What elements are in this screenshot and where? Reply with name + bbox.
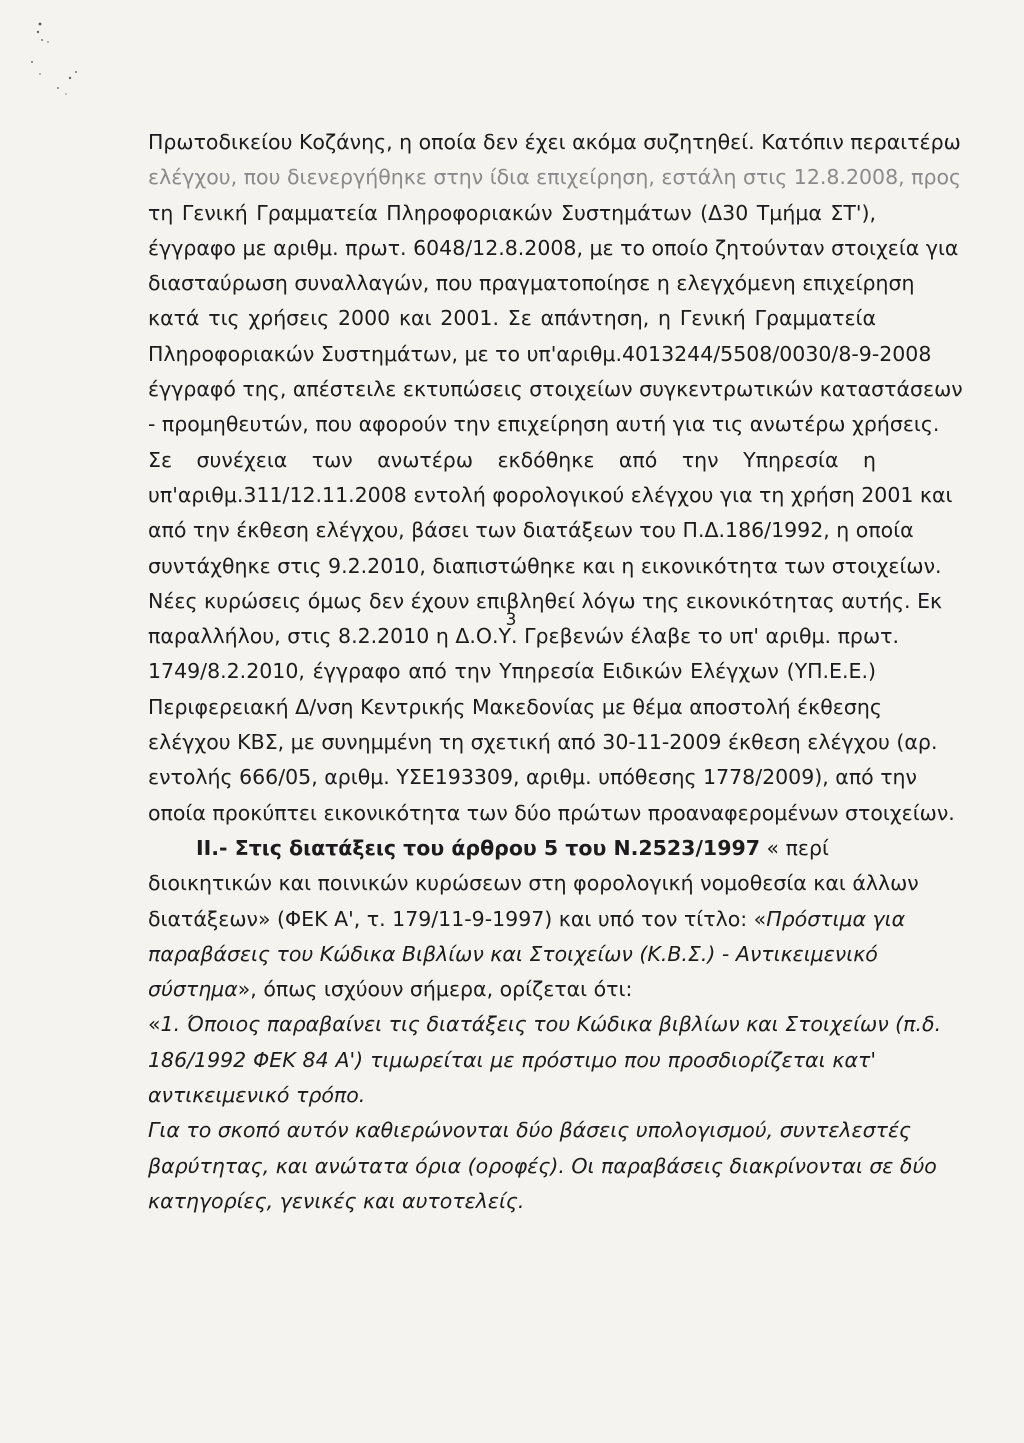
page-number: 3 [505, 610, 517, 630]
body-line: Σε συνέχεια των ανωτέρω εκδόθηκε από την Υπηρεσία η [148, 447, 876, 472]
line-part: « [148, 1012, 161, 1037]
body-line: έγγραφο με αριθμ. πρωτ. 6048/12.8.2008, με το οποίο ζητούνταν στοιχεία για [148, 235, 959, 260]
body-line: τη Γενική Γραμματεία Πληροφοριακών Συστημάτων (Δ30 Τμήμα ΣΤ'), [148, 200, 876, 225]
heading-bold-text: ΙΙ.- Στις διατάξεις του άρθρου 5 του Ν.2523/1997 [196, 835, 760, 860]
body-line: ελέγχου ΚΒΣ, με συνημμένη τη σχετική από 30-11-2009 έκθεση ελέγχου (αρ. [148, 730, 938, 755]
body-line: παραλλήλου, στις 8.2.2010 η Δ.Ο.Υ. Γρεβενών έλαβε το υπ' αριθμ. πρωτ. [148, 624, 899, 649]
body-line: 1749/8.2.2010, έγγραφο από την Υπηρεσία Ειδικών Ελέγχων (ΥΠ.Ε.Ε.) [148, 659, 876, 684]
body-line: - προμηθευτών, που αφορούν την επιχείρηση αυτή για τις ανωτέρω χρήσεις. [148, 412, 940, 437]
body-line: Πληροφοριακών Συστημάτων, με το υπ'αριθμ.4013244/5508/0030/8-9-2008 [148, 341, 932, 366]
body-line: από την έκθεση ελέγχου, βάσει των διατάξεων του Π.Δ.186/1992, η οποία [148, 518, 914, 543]
document-body [148, 125, 963, 1219]
body-line: υπ'αριθμ.311/12.11.2008 εντολή φορολογικού ελέγχου για τη χρήση 2001 και [148, 482, 953, 507]
body-line: κατά τις χρήσεις 2000 και 2001. Σε απάντηση, η Γενική Γραμματεία [148, 306, 876, 331]
quote-line: Για το σκοπό αυτόν καθιερώνονται δύο βάσεις υπολογισμού, συντελεστές [148, 1118, 912, 1143]
body-line: συντάχθηκε στις 9.2.2010, διαπιστώθηκε και η εικονικότητα των στοιχείων. [148, 553, 942, 578]
body-line: έγγραφό της, απέστειλε εκτυπώσεις στοιχείων συγκεντρωτικών καταστάσεων [148, 377, 963, 402]
body-line: διοικητικών και ποινικών κυρώσεων στη φορολογική νομοθεσία και άλλων [148, 871, 919, 896]
quote-line [148, 1007, 942, 1042]
body-line: ελέγχου, που διενεργήθηκε στην ίδια επιχείρηση, εστάλη στις 12.8.2008, προς [148, 165, 962, 190]
heading-rest-text: « περί [760, 835, 829, 860]
quote-line: αντικειμενικό τρόπο. [148, 1083, 366, 1108]
body-line: οποία προκύπτει εικονικότητα των δύο πρώτων προαναφερομένων στοιχείων. [148, 800, 955, 825]
body-line [148, 972, 876, 1007]
quote-line: κατηγορίες, γενικές και αυτοτελείς. [148, 1188, 525, 1213]
body-line: Νέες κυρώσεις όμως δεν έχουν επιβληθεί λόγω της εικονικότητας αυτής. Εκ [148, 588, 943, 613]
body-line: Περιφερειακή Δ/νση Κεντρικής Μακεδονίας με θέμα αποστολή έκθεσης [148, 694, 882, 719]
section-heading [148, 831, 876, 866]
line-part-italic: σύστημα [148, 977, 238, 1002]
body-line: διασταύρωση συναλλαγών, που πραγματοποίησε η ελεγχόμενη επιχείρηση [148, 271, 915, 296]
line-part-italic: Πρόστιμα για [766, 906, 906, 931]
body-line: Πρωτοδικείου Κοζάνης, η οποία δεν έχει ακόμα συζητηθεί. Κατόπιν περαιτέρω [148, 130, 961, 154]
body-line: εντολής 666/05, αριθμ. ΥΣΕ193309, αριθμ. υπόθεσης 1778/2009), από την [148, 765, 918, 790]
body-line: παραβάσεις του Κώδικα Βιβλίων και Στοιχείων (Κ.Β.Σ.) - Αντικειμενικό [148, 941, 878, 966]
line-part: διατάξεων» (ΦΕΚ Α', τ. 179/11-9-1997) και υπό τον τίτλο: « [148, 906, 767, 931]
body-line [148, 902, 906, 937]
line-part-italic: 1. Όποιος παραβαίνει τις διατάξεις του Κώδικα βιβλίων και Στοιχείων (π.δ. [160, 1012, 942, 1037]
scan-specks [18, 18, 108, 108]
quote-line: 186/1992 ΦΕΚ 84 Α') τιμωρείται με πρόστιμο που προσδιορίζεται κατ' [148, 1047, 876, 1072]
line-part: », όπως ισχύουν σήμερα, ορίζεται ότι: [237, 977, 633, 1002]
quote-line: βαρύτητας, και ανώτατα όρια (οροφές). Οι παραβάσεις διακρίνονται σε δύο [148, 1153, 937, 1178]
